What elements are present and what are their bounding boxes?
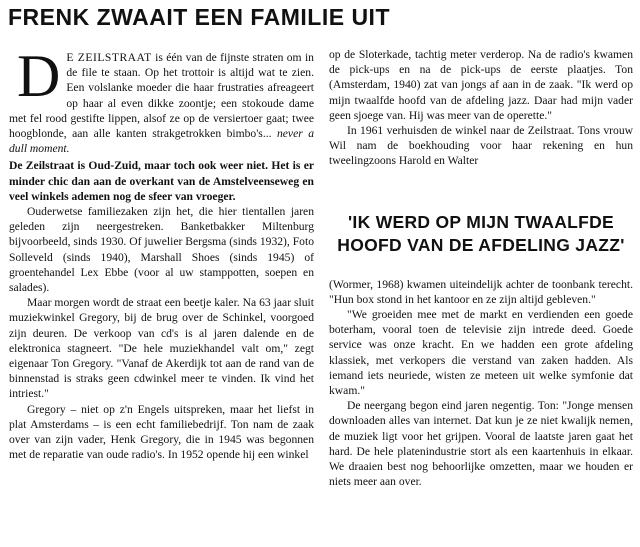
right-column	[329, 47, 633, 489]
pull-quote-line: 'IK WERD OP MIJN TWAALFDE	[347, 211, 615, 232]
body-paragraph: In 1961 verhuisden de winkel naar de Zeilstraat. Tons vrouw Wil nam de boekhouding voor haar rekening en hun tweelingzoons Harold en Walter	[329, 124, 633, 168]
lead-italic: never a dull moment.	[9, 127, 314, 156]
body-paragraph: Maar morgen wordt de straat een beetje kaler. Na 63 jaar sluit muziekwinkel Gregory, bij de brug over de Schinkel, voorgoed zijn deuren. De verkoop van cd's is al jaren dalende en de elektronica stagneert. "De hele muziekhandel valt om," zegt eigenaar Ton Gregory. "Vanaf de Akerdijk tot aan de rand van de binnenstad is straks geen cdwinkel meer te vinden. Ik vind het intriest."	[9, 296, 314, 401]
drop-cap: D	[17, 43, 61, 109]
body-paragraph: (Wormer, 1968) kwamen uiteindelijk achter de toonbank terecht. "Hun box stond in het kantoor en ze zijn altijd gebleven."	[329, 277, 633, 306]
body-paragraph: De neergang begon eind jaren negentig. Ton: "Jonge mensen downloaden alles van internet. Dat kun je ze niet kwalijk nemen, de muziek ligt voor het grijpen. Vooral de laatste jaren gaat het hard. De hele platenindustrie stort als een kaartenhuis in elkaar. We draaien best nog behoorlijke omzetten, maar we houden er niets meer aan over.	[329, 399, 633, 489]
intro-bold-paragraph: De Zeilstraat is Oud-Zuid, maar toch ook weer niet. Het is er minder chic dan aan de overkant van de Amstelveenseweg en veel winkels ademen nog de sfeer van vroeger.	[9, 159, 314, 203]
body-paragraph: op de Sloterkade, tachtig meter verderop. Na de radio's kwamen de pick-ups en na de pick-ups de eerste plaatjes. Ton (Amsterdam, 1940) zat van jongs af aan in de zaak. "Ik werd op mijn twaalfde hoofd van de afdeling jazz. Daar had mijn vader geen sjoege van. Hij was meer van de operette."	[329, 48, 633, 122]
pull-quote-line: HOOFD VAN DE AFDELING JAZZ'	[337, 234, 625, 255]
body-paragraph: Gregory – niet op z'n Engels uitspreken, maar het liefst in plat Amsterdams – is een echt familiebedrijf. Ton nam de zaak over van zijn vader, Henk Gregory, die in 1945 was begonnen met de reparatie van oude radio's. In 1952 opende hij een winkel	[9, 402, 314, 462]
body-paragraph: Ouderwetse familiezaken zijn het, die hier tientallen jaren geleden zijn neergestreken. Banketbakker Miltenburg bijvoorbeeld, sinds 1930. Of juwelier Bergsma (sinds 1932), Foto Solleveld (sinds 1940), Marshall Shoes (sinds 1945) of groentehandel Lex Ebbe (voor al uw stamppotten, soepen en salades).	[9, 205, 314, 295]
body-paragraph: "We groeiden mee met de markt en verdienden een goede boterham, vooral toen de televisie zijn intrede deed. Goede service was onze kracht. En we hadden een grote afdeling klassiek, met verkopers die verstand van zaken hadden. Als iemand iets neuriede, wisten ze meteen uit welke symfonie dat kwam."	[329, 308, 633, 398]
pull-quote	[329, 211, 633, 257]
lead-paragraph	[9, 43, 314, 156]
lead-text: is één van de fijnste straten om in de file te staan. Op het trottoir is altijd wat te zien. Een volslanke moeder die haar frustraties afreageert op haar al even dikke zoontje; een stokoude dame met fel rood gestifte lippen, alsof ze op de versiertoer gaat; twee hoogblonde, aan alle kanten strakgetrokken bimbo's...	[9, 51, 314, 141]
headline: FRENK ZWAAIT EEN FAMILIE UIT	[8, 4, 390, 30]
left-column	[9, 43, 314, 462]
lead-caps: E ZEILSTRAAT	[66, 51, 152, 64]
